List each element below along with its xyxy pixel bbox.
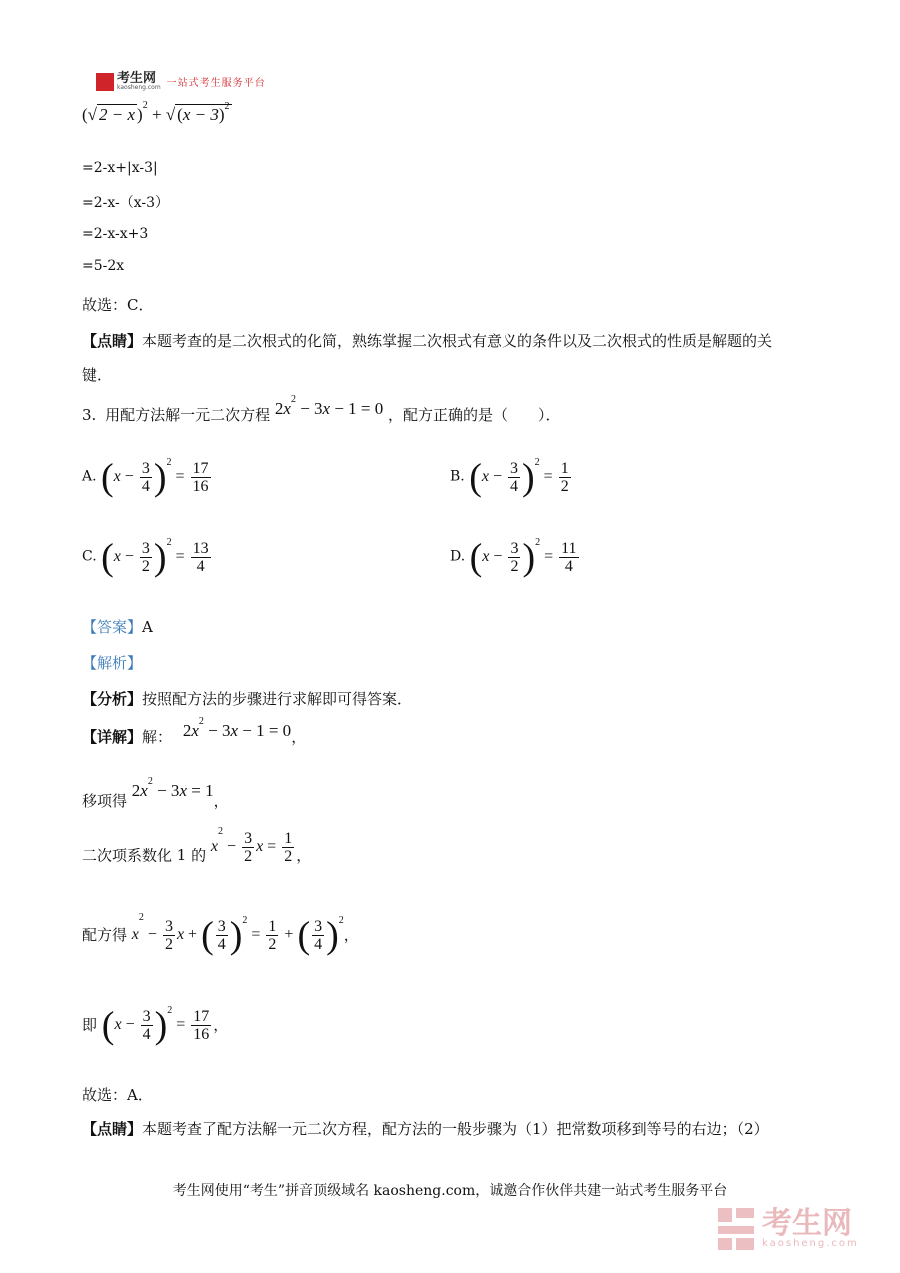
option-c-rhs-num: 13: [192, 539, 209, 557]
q3-number: 3.: [82, 406, 97, 424]
option-d-label: D.: [450, 548, 466, 565]
q3-normalize: 二次项系数化 1 的 $x^2$ − $\frac{3}{2}$ x = $\frac{1}{2}$ ，: [82, 826, 312, 865]
q3-stem-post: ，配方正确的是（ ）．: [388, 406, 561, 424]
move-label: 移项得: [82, 792, 128, 810]
option-c-lhs-den: 2: [141, 557, 150, 575]
option-b-lhs-den: 4: [510, 477, 518, 495]
logo-sub: kaosheng.com: [117, 84, 161, 91]
q3-xiangjie: 【详解】解： $2x^2 - 3x - 1 = 0$，: [82, 716, 307, 746]
logo-slogan: 一站式考生服务平台: [166, 78, 266, 89]
option-c-rhs-den: 4: [196, 557, 205, 575]
analysis-label: 【解析】: [82, 654, 143, 672]
logo-text: 考生网: [117, 71, 157, 86]
watermark-text: 考生网: [762, 1206, 852, 1241]
prev-step-3: =2-x-x+3: [82, 226, 149, 242]
prev-expression: (√ 2 − x )$^2$ + √ $(x - 3)^2$: [82, 100, 230, 124]
prev-choice: 故选：C．: [82, 296, 154, 314]
sqrt-term-1: 2 − x: [99, 105, 136, 124]
xiangjie-text: 解：: [142, 728, 173, 746]
option-c-lhs-num: 3: [141, 539, 150, 557]
watermark-logo: [716, 1206, 859, 1252]
option-b-label: B.: [450, 468, 465, 485]
option-b-rhs-den: 2: [560, 477, 569, 495]
watermark-icon: [716, 1206, 756, 1252]
option-b[interactable]: B. (x − $\frac{3}{4}$ )$^2$ = $\frac{1}{2}$: [450, 456, 569, 498]
normalize-label-1: 二次项系数化: [82, 846, 173, 865]
q3-tip-text: 本题考查了配方法解一元二次方程，配方法的一般步骤为（1）把常数项移到等号的右边；（2）: [142, 1120, 769, 1138]
prev-tip: [82, 330, 772, 351]
q3-tip-label: 【点睛】: [82, 1120, 143, 1138]
option-d-rhs-den: 4: [564, 557, 573, 575]
option-d-lhs-num: 3: [510, 539, 519, 557]
prev-tip-label: 【点睛】: [82, 332, 143, 350]
option-c-label: C.: [82, 548, 97, 565]
normalize-label-one: 1: [176, 846, 187, 865]
q3-tip: [82, 1118, 769, 1139]
q3-equation: $2x^2 - 3x - 1 = 0$: [274, 394, 384, 418]
footer-text: 考生网使用“考生”拼音顶级域名 kaosheng.com，诚邀合作伙伴共建一站式考生服务平台: [172, 1183, 728, 1199]
prev-step-1: =2-x+|x-3|: [82, 160, 158, 176]
xiangjie-label: 【详解】: [82, 728, 143, 746]
prev-step-2: =2-x-（x-3）: [82, 195, 170, 211]
q3-stem-pre: 用配方法解一元二次方程: [105, 406, 271, 424]
logo-icon: [96, 73, 114, 91]
option-a-rhs-den: 16: [192, 477, 209, 495]
prev-tip-2: 键．: [82, 366, 113, 384]
option-d-lhs-den: 2: [510, 557, 519, 575]
ji-label: 即: [82, 1016, 98, 1035]
prev-step-4: =5-2x: [82, 258, 125, 274]
normalize-label-2: 的: [191, 846, 207, 865]
option-c[interactable]: C. (x − $\frac{3}{2}$ )$^2$ = $\frac{13}{4}$: [82, 536, 209, 578]
option-d-rhs-num: 11: [561, 539, 577, 557]
q3-answer: [82, 616, 153, 637]
q3-move: 移项得 $2x^2 - 3x = 1$，: [82, 776, 229, 810]
answer-value: A: [142, 618, 153, 636]
fenxi-label: 【分析】: [82, 690, 143, 708]
q3-choice: 故选：A．: [82, 1086, 153, 1104]
complete-label: 配方得: [82, 926, 128, 945]
answer-label: 【答案】: [82, 618, 143, 636]
option-a-label: A.: [82, 468, 97, 485]
q3-stem: [82, 394, 561, 425]
option-a-lhs-den: 4: [141, 477, 150, 495]
option-a-lhs-num: 3: [141, 459, 150, 477]
option-b-rhs-num: 1: [560, 459, 569, 477]
sqrt-term-2: x − 3: [182, 105, 219, 124]
watermark-sub: kaosheng.com: [762, 1238, 859, 1249]
q3-ji: 即 (x − $\frac{3}{4}$ )$^2$ = $\frac{17}{16}$ ，: [82, 1004, 229, 1046]
option-a[interactable]: A. (x − $\frac{3}{4}$ )$^2$ = $\frac{17}{16}$: [82, 456, 209, 498]
prev-tip-text-1: 本题考查的是二次根式的化简，熟练掌握二次根式有意义的条件以及二次根式的性质是解题的关: [142, 332, 773, 350]
option-a-rhs-num: 17: [192, 459, 209, 477]
header-logo: [96, 72, 266, 91]
fenxi-text: 按照配方法的步骤进行求解即可得答案．: [142, 690, 413, 708]
option-b-lhs-num: 3: [510, 459, 518, 477]
q3-fenxi: [82, 688, 412, 709]
q3-complete: 配方得 $x^2$ − $\frac{3}{2}$ x + ( $\frac{3}{4}$ )$^2$ = $\frac{1}{2}$ + ( $\frac{3}{4}$ )$^2$，: [82, 912, 359, 956]
option-d[interactable]: D. (x − $\frac{3}{2}$ )$^2$ = $\frac{11}{4}$: [450, 536, 577, 578]
